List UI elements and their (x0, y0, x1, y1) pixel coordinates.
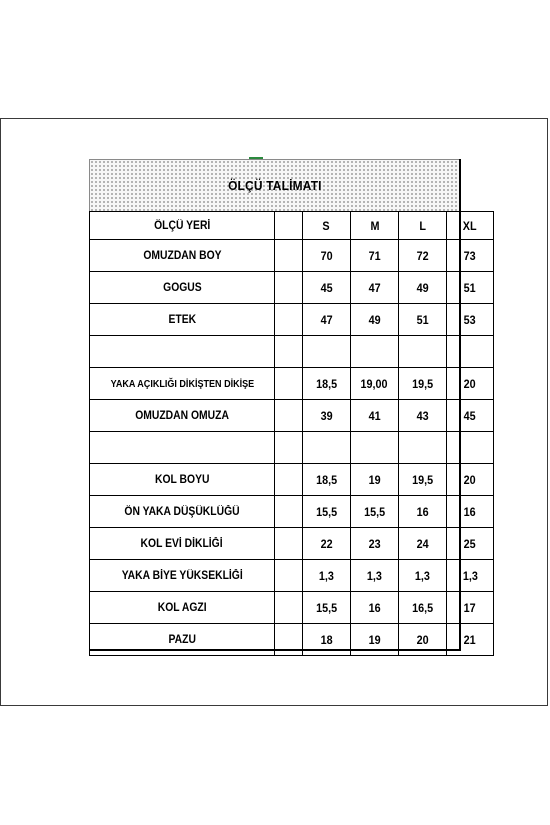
header-row (90, 212, 494, 240)
table-row (90, 496, 494, 528)
measurement-label: KOL AGZI (157, 601, 207, 614)
size-value: 17 (463, 600, 477, 615)
table-row (90, 272, 494, 304)
size-value: 19,5 (411, 472, 434, 487)
size-value-cell (399, 368, 447, 400)
size-value: 16 (368, 600, 381, 615)
measurement-label-cell (90, 336, 275, 368)
blank-cell (275, 624, 303, 656)
size-value-cell (447, 528, 494, 560)
blank-cell (275, 368, 303, 400)
size-value: 18,5 (315, 472, 338, 487)
blank-cell (275, 464, 303, 496)
size-value: 16 (416, 504, 429, 519)
size-chart-sheet (89, 159, 478, 651)
size-value-cell (447, 592, 494, 624)
size-value-cell (447, 336, 494, 368)
size-value: 1,3 (318, 568, 335, 583)
size-value-cell (447, 272, 494, 304)
size-value-cell (399, 432, 447, 464)
size-value-cell (303, 336, 351, 368)
size-value: 47 (320, 312, 333, 327)
header-blank-cell (275, 212, 303, 240)
blank-cell (275, 240, 303, 272)
measurement-label: KOL EVİ DİKLİĞİ (140, 537, 224, 550)
size-value-cell (399, 272, 447, 304)
header-size-xl: XL (447, 212, 494, 240)
table-row (90, 432, 494, 464)
blank-cell (275, 336, 303, 368)
blank-cell (275, 272, 303, 304)
size-value: 45 (320, 280, 333, 295)
size-value-cell (303, 432, 351, 464)
measurement-label-cell (90, 496, 275, 528)
measurement-label: YAKA BİYE YÜKSEKLİĞİ (121, 569, 243, 582)
size-value: 15,5 (315, 600, 338, 615)
measurement-label-cell (90, 272, 275, 304)
measurement-label-cell (90, 240, 275, 272)
size-value: 70 (320, 248, 333, 263)
size-value-cell (303, 464, 351, 496)
table-row (90, 240, 494, 272)
size-value-cell (351, 464, 399, 496)
size-value-cell (303, 560, 351, 592)
size-value: 16,5 (411, 600, 434, 615)
size-value-cell (447, 464, 494, 496)
blank-cell (275, 592, 303, 624)
blank-cell (275, 304, 303, 336)
table-row (90, 624, 494, 656)
size-value-cell (447, 368, 494, 400)
blank-cell (275, 496, 303, 528)
table-row (90, 336, 494, 368)
size-value: 18,5 (315, 376, 338, 391)
size-value: 19,00 (360, 376, 389, 391)
size-value-cell (399, 336, 447, 368)
size-value-cell (399, 624, 447, 656)
size-value-cell (447, 304, 494, 336)
table-row (90, 592, 494, 624)
size-value-cell (351, 336, 399, 368)
size-value: 51 (416, 312, 429, 327)
size-value-cell (399, 528, 447, 560)
size-value-cell (351, 496, 399, 528)
size-value-cell (447, 240, 494, 272)
size-value-cell (303, 272, 351, 304)
table-row (90, 560, 494, 592)
size-value-cell (447, 432, 494, 464)
size-value-cell (399, 560, 447, 592)
size-value: 49 (368, 312, 381, 327)
header-label: ÖLÇÜ YERİ (153, 219, 211, 232)
size-value: 45 (463, 408, 477, 423)
measurement-label: OMUZDAN BOY (142, 249, 222, 262)
size-value: 43 (416, 408, 429, 423)
chart-title: ÖLÇÜ TALİMATI (227, 178, 322, 193)
size-value-cell (351, 592, 399, 624)
measurement-label: OMUZDAN OMUZA (135, 409, 229, 422)
size-value-cell (303, 240, 351, 272)
measurement-label: YAKA AÇIKLIĞI DİKİŞTEN DİKİŞE (110, 377, 254, 390)
measurement-label-cell (90, 368, 275, 400)
size-value: 20 (463, 472, 477, 487)
size-value-cell (447, 496, 494, 528)
size-value-cell (399, 304, 447, 336)
header-size-s: S (303, 212, 351, 240)
size-value-cell (351, 272, 399, 304)
measurement-label-cell (90, 304, 275, 336)
size-value: 25 (463, 536, 477, 551)
size-value-cell (303, 368, 351, 400)
size-value: 19 (368, 472, 381, 487)
measurement-label-cell (90, 432, 275, 464)
size-value: 24 (416, 536, 429, 551)
measurement-label: PAZU (168, 633, 196, 646)
size-value: 73 (463, 248, 477, 263)
blank-cell (275, 432, 303, 464)
size-value-cell (399, 592, 447, 624)
size-value: 21 (463, 632, 477, 647)
blank-cell (275, 560, 303, 592)
size-value-cell (447, 400, 494, 432)
header-label-cell (90, 212, 275, 240)
size-value-cell (303, 624, 351, 656)
size-value-cell (303, 496, 351, 528)
size-value: 1,3 (414, 568, 431, 583)
size-value: 53 (463, 312, 477, 327)
size-value-cell (399, 400, 447, 432)
measurement-label-cell (90, 560, 275, 592)
size-value: 49 (416, 280, 429, 295)
size-value: 47 (368, 280, 381, 295)
size-value: 1,3 (462, 568, 478, 583)
size-value: 20 (463, 376, 477, 391)
size-value: 19 (368, 632, 381, 647)
size-table (89, 211, 494, 656)
size-value-cell (351, 368, 399, 400)
size-value-cell (303, 528, 351, 560)
header-size-m: M (351, 212, 399, 240)
size-value: 51 (463, 280, 477, 295)
measurement-label: GOGUS (162, 281, 202, 294)
size-value-cell (351, 240, 399, 272)
size-value-cell (447, 560, 494, 592)
size-value: 72 (416, 248, 429, 263)
size-value-cell (447, 624, 494, 656)
blank-cell (275, 400, 303, 432)
size-value: 1,3 (366, 568, 383, 583)
size-value-cell (351, 528, 399, 560)
measurement-label-cell (90, 464, 275, 496)
size-value-cell (399, 464, 447, 496)
size-value: 23 (368, 536, 381, 551)
size-value: 22 (320, 536, 333, 551)
size-value: 16 (463, 504, 477, 519)
size-value: 18 (320, 632, 333, 647)
size-value-cell (351, 560, 399, 592)
size-value: 15,5 (315, 504, 338, 519)
measurement-label: ETEK (168, 313, 196, 326)
measurement-label: KOL BOYU (154, 473, 210, 486)
size-value: 39 (320, 408, 333, 423)
header-size-l: L (399, 212, 447, 240)
size-value: 15,5 (363, 504, 386, 519)
table-row (90, 304, 494, 336)
size-value-cell (351, 400, 399, 432)
size-value-cell (303, 592, 351, 624)
blank-cell (275, 528, 303, 560)
table-row (90, 464, 494, 496)
size-value: 71 (368, 248, 381, 263)
table-row (90, 528, 494, 560)
size-value-cell (303, 304, 351, 336)
table-row (90, 368, 494, 400)
size-value: 19,5 (411, 376, 434, 391)
measurement-label: ÖN YAKA DÜŞÜKLÜĞÜ (124, 505, 240, 518)
size-value-cell (351, 624, 399, 656)
size-value-cell (351, 432, 399, 464)
title-row (89, 159, 459, 211)
size-value: 20 (416, 632, 429, 647)
measurement-label-cell (90, 592, 275, 624)
measurement-label-cell (90, 400, 275, 432)
table-row (90, 400, 494, 432)
size-value-cell (399, 496, 447, 528)
size-value-cell (399, 240, 447, 272)
measurement-label-cell (90, 528, 275, 560)
measurement-label-cell (90, 624, 275, 656)
size-value-cell (303, 400, 351, 432)
size-value-cell (351, 304, 399, 336)
size-value: 41 (368, 408, 381, 423)
